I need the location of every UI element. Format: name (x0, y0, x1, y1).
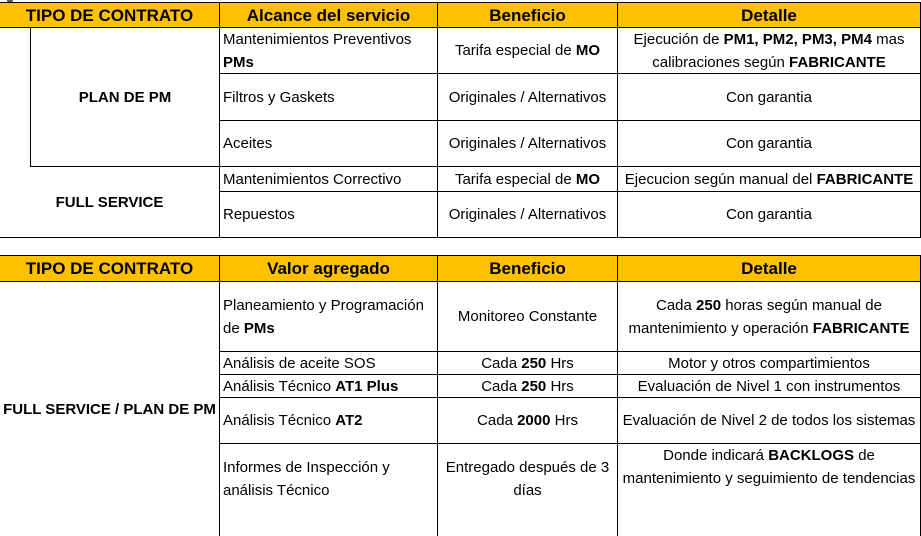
header-detalle: Detalle (618, 255, 921, 282)
text: Informes de Inspección y análisis Técnico (223, 459, 390, 499)
text: Tarifa especial de (454, 42, 576, 59)
table-row-alcance (220, 121, 438, 167)
cell-text (223, 168, 401, 191)
header-tipo-contrato: TIPO DE CONTRATO (0, 2, 220, 28)
text: Cada (477, 412, 518, 429)
cell-text (223, 28, 437, 74)
cell-text (455, 168, 600, 191)
cell-text (726, 132, 812, 155)
text: Originales / Alternativos (448, 135, 607, 152)
header-detalle: Detalle (618, 2, 921, 28)
text: Donde indicará (663, 447, 769, 464)
table-row-detalle (618, 444, 921, 536)
table-row-detalle (618, 74, 921, 121)
text: Cada (481, 354, 522, 372)
cell-text (438, 456, 617, 502)
text: Filtros y Gaskets (223, 88, 335, 106)
text: Mantenimientos Correctivo (223, 170, 402, 188)
bold-text: PMs (223, 53, 254, 71)
text: Originales / Alternativos (448, 206, 607, 223)
table-row-beneficio (438, 74, 618, 121)
table-row-detalle (618, 282, 921, 352)
text: Hrs (546, 377, 574, 395)
table-row-detalle (618, 192, 921, 238)
cell-text (481, 375, 574, 398)
group-plan-de-pm: PLAN DE PM (30, 28, 220, 167)
cell-text (223, 86, 335, 109)
table-row-valor (220, 282, 438, 352)
text: Motor y otros compartimientos (668, 354, 870, 372)
text: Cada (655, 296, 697, 314)
bold-text: 2000 (517, 412, 551, 429)
text: Análisis Técnico (223, 377, 336, 395)
bold-text: 250 (696, 296, 722, 314)
cell-text (458, 305, 597, 328)
bold-text: AT2 (335, 412, 363, 429)
text: Mantenimientos Preventivos (223, 30, 412, 48)
text: Cada (481, 377, 522, 395)
bold-text: FABRICANTE (789, 53, 886, 71)
text: mas calibraciones según (652, 30, 905, 71)
table-row-alcance (220, 74, 438, 121)
bold-text: PM1, PM2, PM3, PM4 (723, 30, 872, 48)
cell-text (726, 203, 812, 226)
text: Hrs (546, 354, 574, 372)
table-row-beneficio (438, 398, 618, 444)
cell-text (618, 444, 920, 490)
cell-text (618, 294, 920, 340)
bold-text: 250 (521, 377, 547, 395)
cell-text (449, 86, 607, 109)
text: Con garantia (726, 206, 812, 223)
cell-text (223, 352, 376, 375)
text: de mantenimiento y seguimiento de tendencias (622, 447, 916, 487)
cell-text (481, 352, 574, 375)
table-row-detalle (618, 121, 921, 167)
table-row-alcance (220, 192, 438, 238)
bold-text: AT1 Plus (335, 377, 399, 395)
table-row-valor (220, 398, 438, 444)
cell-text (638, 375, 901, 398)
header-beneficio: Beneficio (438, 2, 618, 28)
table-row-valor (220, 352, 438, 375)
cell-text (223, 409, 363, 432)
bold-text: BACKLOGS (768, 447, 855, 464)
group-full-service: FULL SERVICE (0, 167, 220, 238)
table-row-detalle (618, 398, 921, 444)
text: Hrs (550, 412, 578, 429)
cell-text (618, 28, 920, 74)
header-tipo-contrato: TIPO DE CONTRATO (0, 255, 220, 282)
table-row-detalle (618, 352, 921, 375)
bold-text: FABRICANTE (816, 170, 914, 188)
cell-text (223, 456, 437, 502)
header-valor-agregado: Valor agregado (220, 255, 438, 282)
table-row-beneficio (438, 444, 618, 536)
text: Con garantia (726, 135, 812, 152)
text: Análisis Técnico (223, 412, 336, 429)
text: Entregado después de 3 días (445, 459, 610, 499)
table-row-beneficio (438, 375, 618, 398)
text: Ejecución de (633, 30, 724, 48)
table-row-alcance (220, 28, 438, 74)
cell-text (223, 375, 398, 398)
cell-text (668, 352, 870, 375)
cell-text (223, 294, 437, 340)
cell-text (223, 203, 295, 226)
text: Monitoreo Constante (457, 308, 598, 325)
table-row-beneficio (438, 28, 618, 74)
text: Originales / Alternativos (448, 88, 607, 106)
text: Evaluación de Nivel 2 de todos los sistemas (622, 412, 916, 429)
table-row-valor (220, 375, 438, 398)
text: Con garantia (726, 88, 812, 106)
bold-text: FABRICANTE (812, 319, 910, 337)
header-beneficio: Beneficio (438, 255, 618, 282)
table-row-detalle (618, 375, 921, 398)
table-row-beneficio (438, 121, 618, 167)
cell-text (625, 168, 913, 191)
table-row-beneficio (438, 167, 618, 192)
table-row-alcance (220, 167, 438, 192)
table-row-detalle (618, 167, 921, 192)
table-row-valor (220, 444, 438, 536)
cell-text (455, 39, 600, 62)
text: Evaluación de Nivel 1 con instrumentos (637, 377, 901, 395)
bold-text: MO (575, 170, 601, 188)
text: Planeamiento y Programación de (223, 296, 424, 337)
bold-text: 250 (521, 354, 547, 372)
text: Análisis de aceite SOS (223, 354, 376, 372)
cell-text (623, 409, 916, 432)
table-row-beneficio (438, 282, 618, 352)
text: Repuestos (223, 206, 295, 223)
cell-text (223, 132, 272, 155)
cell-text (726, 86, 812, 109)
header-alcance: Alcance del servicio (220, 2, 438, 28)
text: Aceites (223, 135, 273, 152)
bold-text: PMs (243, 319, 275, 337)
text: Tarifa especial de (454, 170, 576, 188)
cell-text (449, 132, 607, 155)
table-row-detalle (618, 28, 921, 74)
cell-text (477, 409, 578, 432)
table-row-beneficio (438, 352, 618, 375)
cell-text (449, 203, 607, 226)
text: Ejecucion según manual del (624, 170, 817, 188)
table-row-beneficio (438, 192, 618, 238)
bold-text: MO (575, 42, 601, 59)
text: horas según manual de mantenimiento y operación (628, 296, 882, 337)
group-full-service-plan-de-pm: FULL SERVICE / PLAN DE PM (0, 282, 220, 536)
